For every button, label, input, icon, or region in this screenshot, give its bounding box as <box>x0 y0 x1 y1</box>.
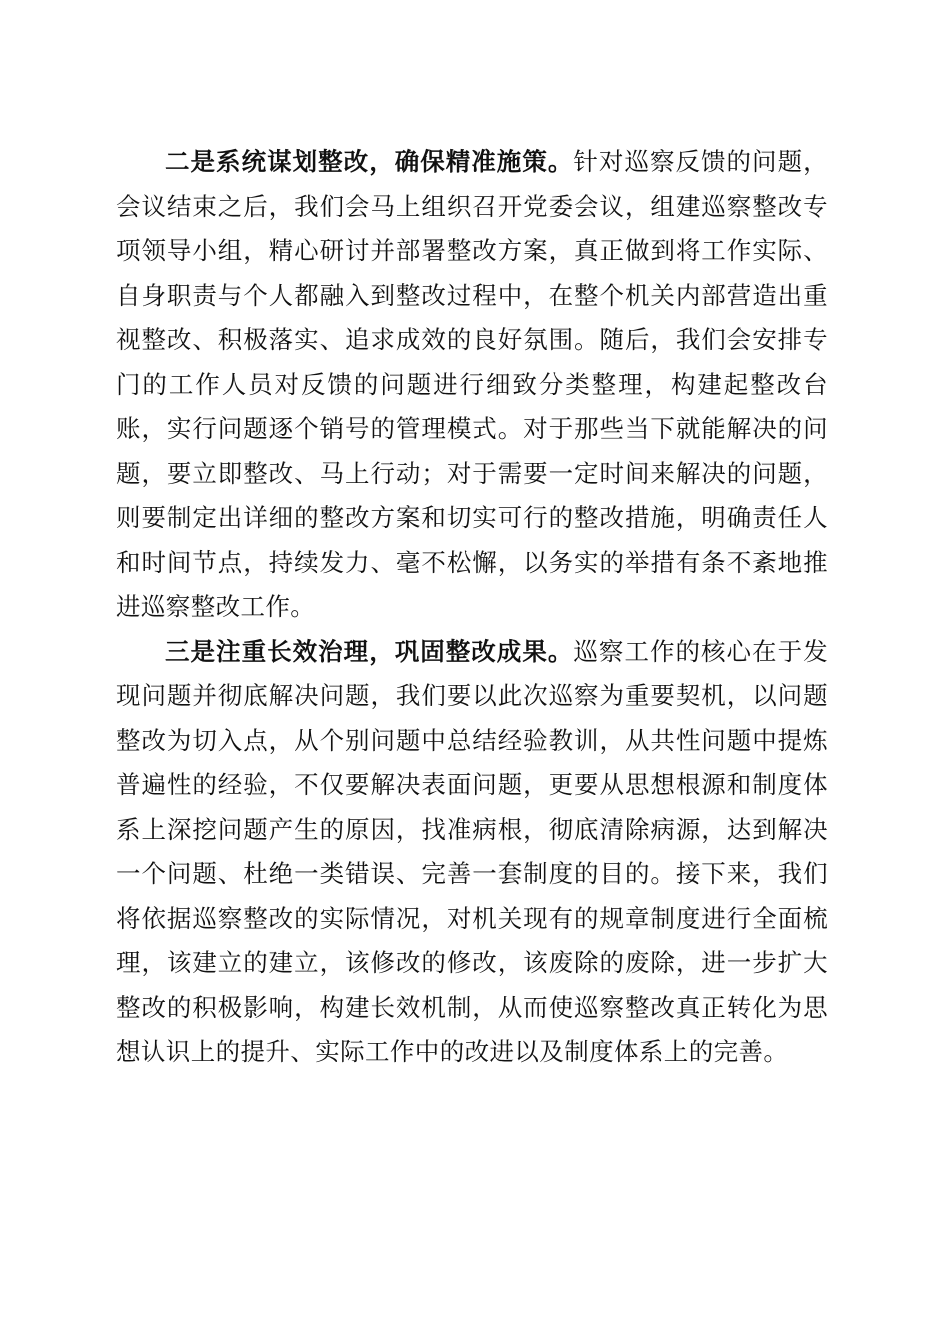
paragraph-body-text: 巡察工作的核心在于发现问题并彻底解决问题，我们要以此次巡察为重要契机，以问题整改为切入点，从个别问题中总结经验教训，从共性问题中提炼普遍性的经验，不仅要解决表面问题，更要从思想根源和制度体系上深挖问题产生的原因，找准病根，彻底清除病源，达到解决一个问题、杜绝一类错误、完善一套制度的目的。接下来，我们将依据巡察整改的实际情况，对机关现有的规章制度进行全面梳理，该建立的建立，该修改的修改，该废除的废除，进一步扩大整改的积极影响，构建长效机制，从而使巡察整改真正转化为思想认识上的提升、实际工作中的改进以及制度体系上的完善。 <box>116 636 829 1066</box>
document-body <box>116 140 828 1075</box>
paragraph-lead-heading: 三是注重长效治理，巩固整改成果。 <box>165 636 574 666</box>
paragraph-systematic-rectification <box>116 140 828 630</box>
paragraph-long-term-governance <box>116 630 828 1075</box>
paragraph-lead-heading: 二是系统谋划整改，确保精准施策。 <box>165 147 574 176</box>
paragraph-body-text: 针对巡察反馈的问题，会议结束之后，我们会马上组织召开党委会议，组建巡察整改专项领导小组，精心研讨并部署整改方案，真正做到将工作实际、自身职责与个人都融入到整改过程中，在整个机关内部营造出重视整改、积极落实、追求成效的良好氛围。随后，我们会安排专门的工作人员对反馈的问题进行细致分类整理，构建起整改台账，实行问题逐个销号的管理模式。对于那些当下就能解决的问题，要立即整改、马上行动；对于需要一定时间来解决的问题，则要制定出详细的整改方案和切实可行的整改措施，明确责任人和时间节点，持续发力、毫不松懈，以务实的举措有条不紊地推进巡察整改工作。 <box>116 147 829 621</box>
